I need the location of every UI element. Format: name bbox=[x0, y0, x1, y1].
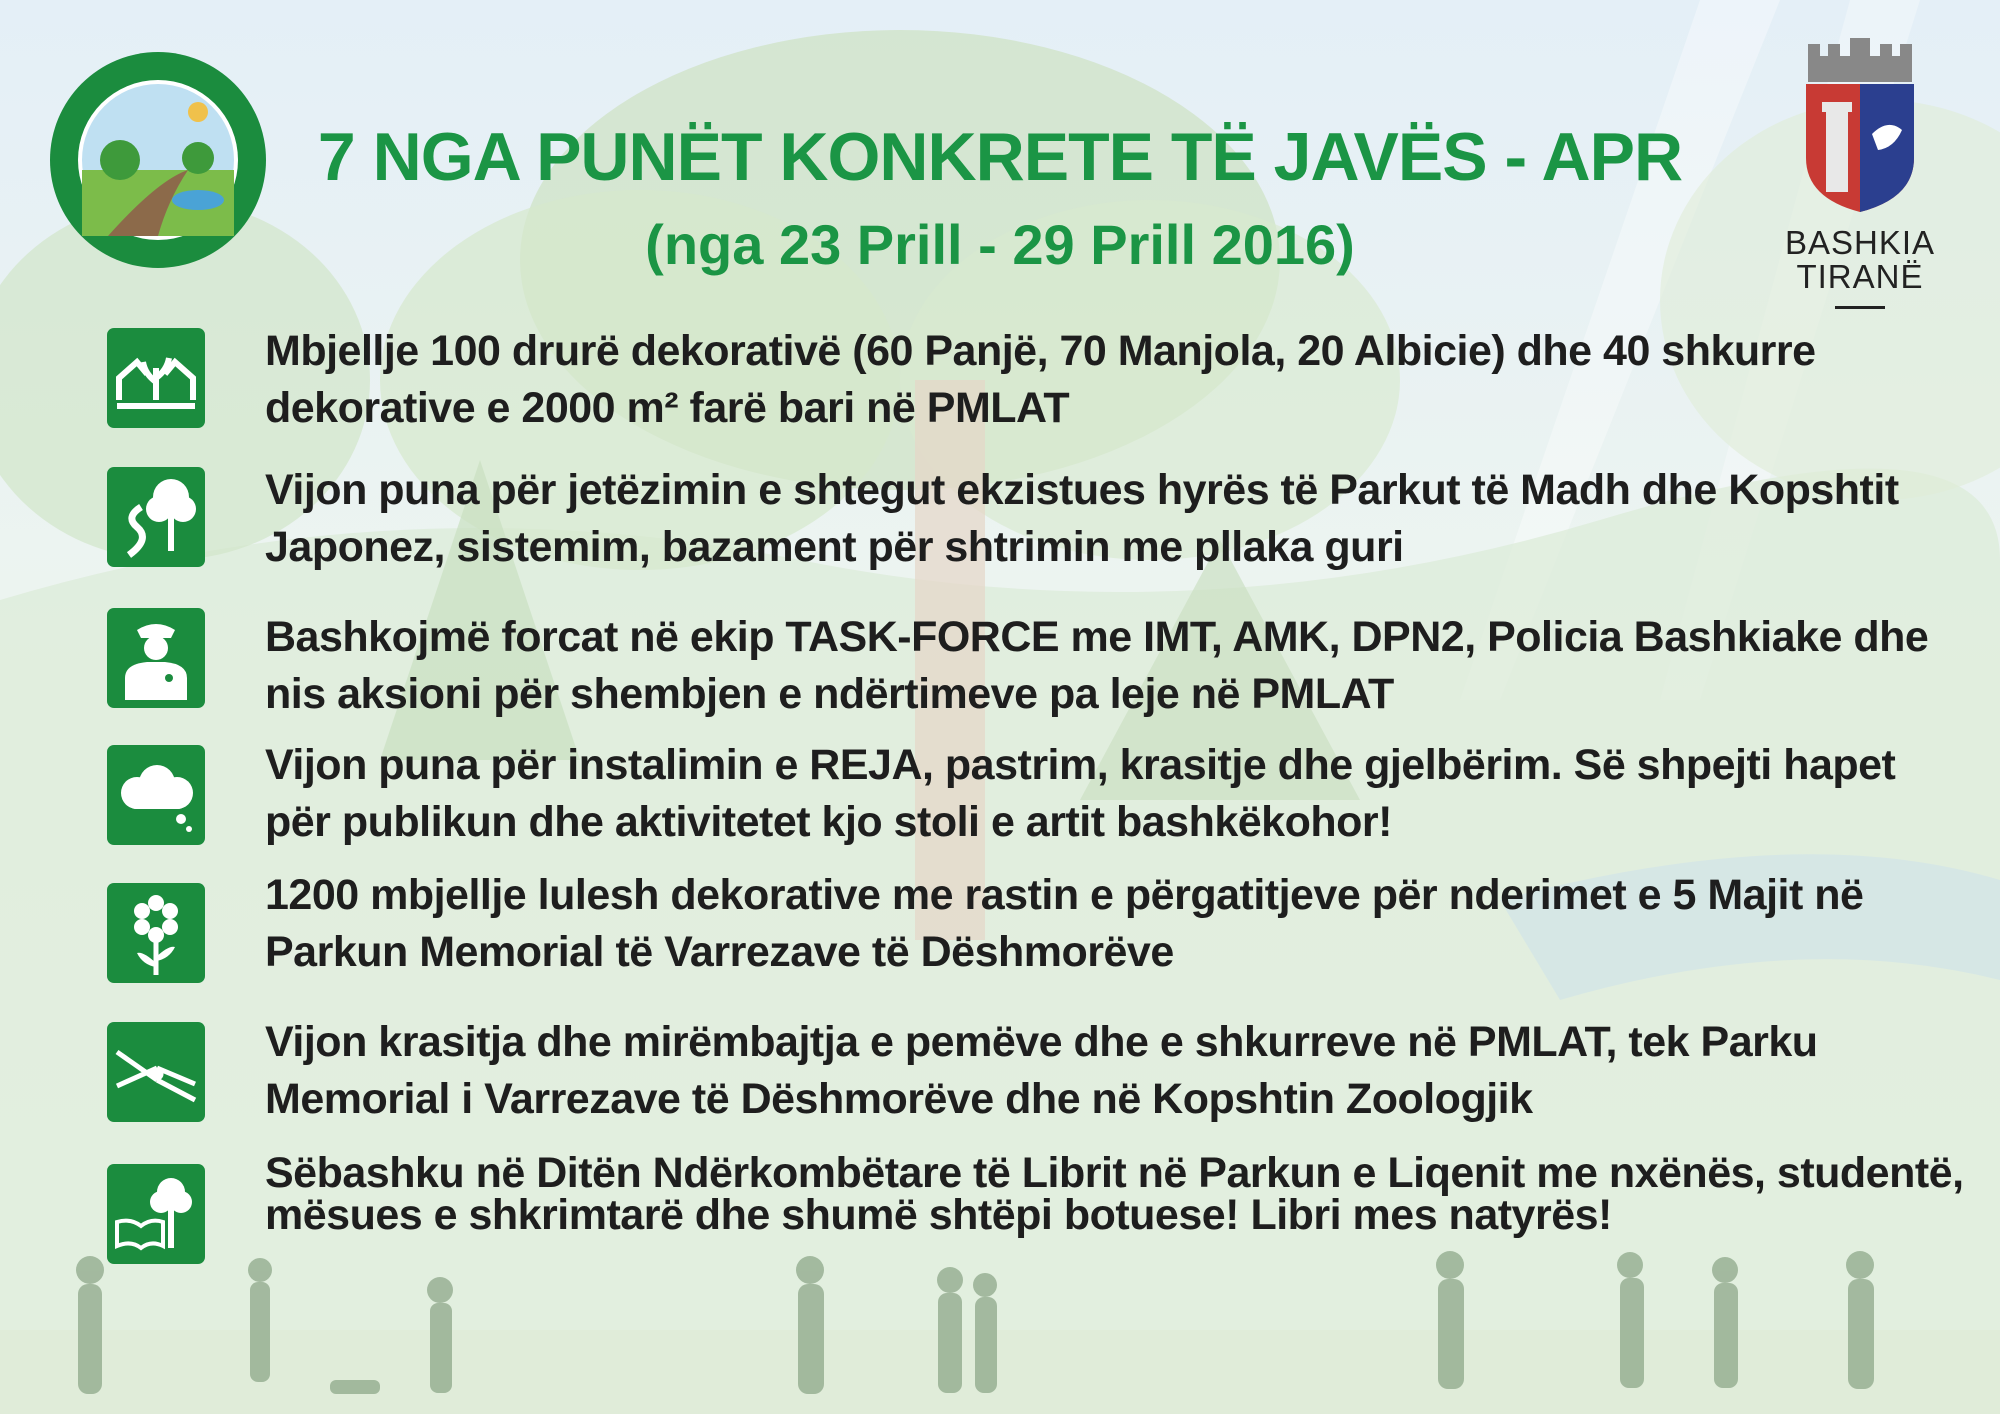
list-item: Sëbashku në Ditën Ndërkombëtare të Librit në Parkun e Liqenit me nxënës, studentë, mësues e shkrimtarë dhe shumë shtëpi botuese! Libri mes natyrës! bbox=[265, 1149, 1964, 1239]
flower-icon bbox=[107, 883, 205, 983]
divider bbox=[1835, 306, 1885, 309]
planting-hands-icon bbox=[107, 328, 205, 428]
cloud-thought-icon bbox=[107, 745, 205, 845]
pruning-shears-icon bbox=[107, 1022, 205, 1122]
municipality-name-line1: BASHKIA bbox=[1784, 224, 1936, 261]
page-subtitle: (nga 23 Prill - 29 Prill 2016) bbox=[645, 213, 1355, 276]
police-officer-icon bbox=[107, 608, 205, 708]
book-tree-icon bbox=[107, 1164, 205, 1264]
list-item: Bashkojmë forcat në ekip TASK-FORCE me IMT, AMK, DPN2, Policia Bashkiake dhe nis aksioni për shembjen e ndërtimeve pa leje në PMLAT bbox=[265, 613, 1929, 718]
tree-path-icon bbox=[107, 467, 205, 567]
list-item: Vijon puna për jetëzimin e shtegut ekzistues hyrës të Parkut të Madh dhe Kopshtit Japonez, sistemim, bazament për shtrimin me pllaka guri bbox=[265, 466, 1899, 571]
page-title: 7 NGA PUNËT KONKRETE TË JAVËS - APR bbox=[317, 119, 1683, 195]
list-item: 1200 mbjellje lulesh dekorative me rastin e përgatitjeve për nderimet e 5 Majit në Parkun Memorial të Varrezave të Dëshmorëve bbox=[265, 871, 1864, 976]
list-item: Vijon krasitja dhe mirëmbajtja e pemëve dhe e shkurreve në PMLAT, tek Parku Memorial i Varrezave të Dëshmorëve dhe në Kopshtin Zoologjik bbox=[265, 1018, 1818, 1123]
municipality-name-line2: TIRANË bbox=[1796, 258, 1924, 295]
list-item: Mbjellje 100 drurë dekorativë (60 Panjë, 70 Manjola, 20 Albicie) dhe 40 shkurre dekorative e 2000 m² farë bari në PMLAT bbox=[265, 327, 1816, 432]
list-item: Vijon puna për instalimin e REJA, pastrim, krasitje dhe gjelbërim. Së shpejti hapet për publikun dhe aktivitetet kjo stoli e artit bashkëkohor! bbox=[265, 741, 1896, 846]
